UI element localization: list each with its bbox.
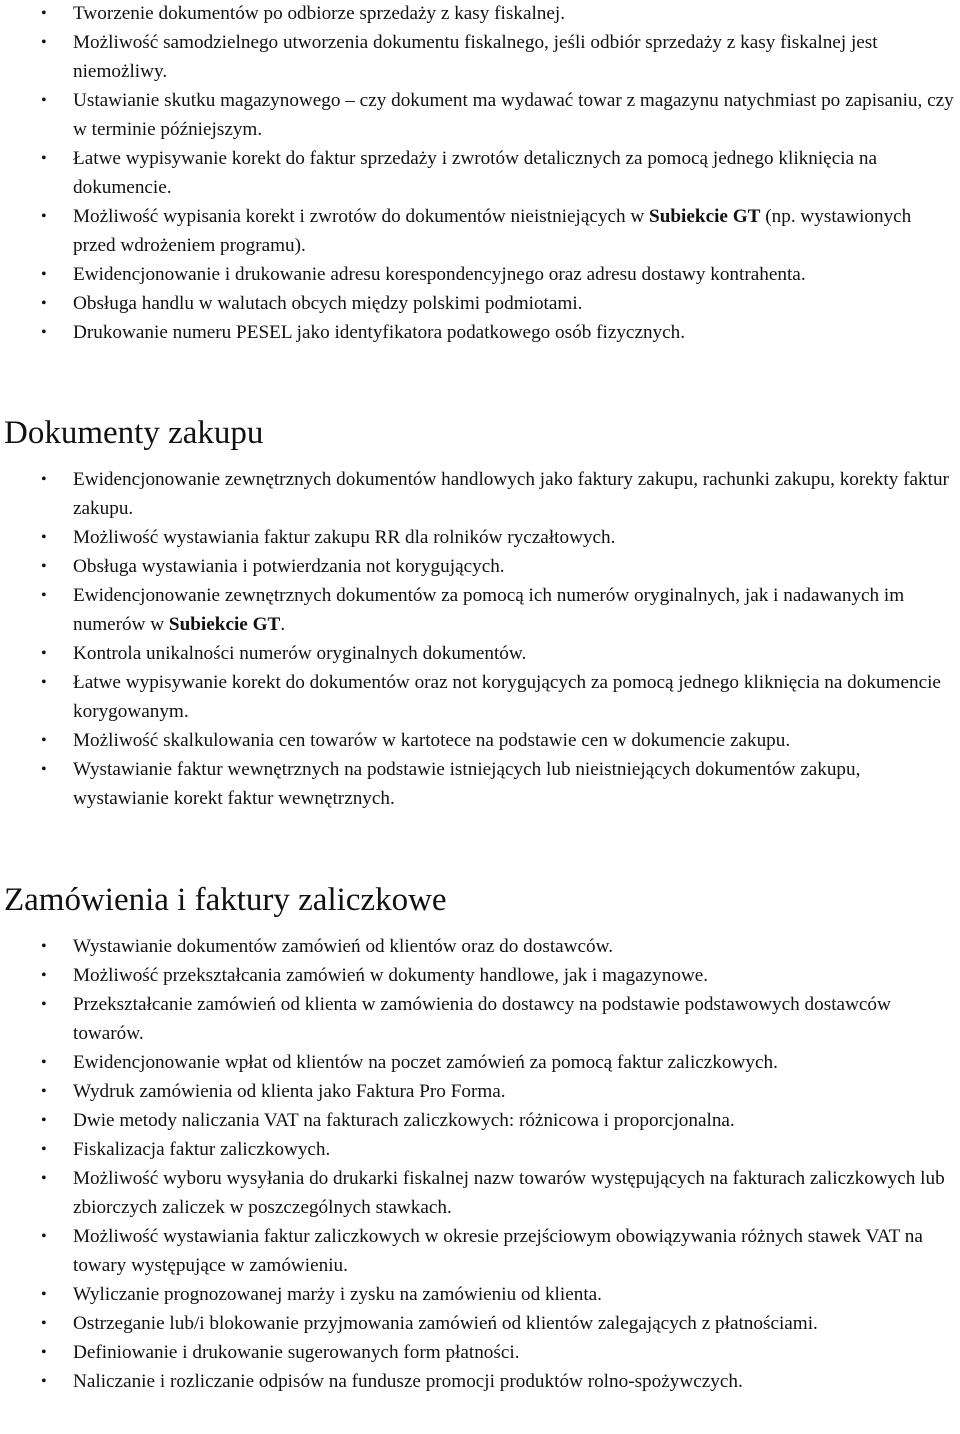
list-item-text-after: (np. wystawionych przed wdrożeniem programu). <box>73 206 912 256</box>
list-item-text: Przekształcanie zamówień od klienta w zamówienia do dostawcy na podstawie podstawowych dostawców towarów. <box>73 994 891 1044</box>
list-item-text: Obsługa handlu w walutach obcych między polskimi podmiotami. <box>73 293 583 314</box>
list-item-text: Ustawianie skutku magazynowego – czy dokument ma wydawać towar z magazynu natychmiast po zapisaniu, czy w terminie późniejszym. <box>73 90 954 140</box>
bullet: • <box>41 967 47 984</box>
bullet: • <box>41 1373 47 1390</box>
bullet: • <box>41 1141 47 1158</box>
list-item-text: Definiowanie i drukowanie sugerowanych form płatności. <box>73 1342 520 1363</box>
purchase-documents-list <box>0 465 960 813</box>
list-item <box>0 639 960 668</box>
list-item <box>0 552 960 581</box>
list-item <box>0 1048 960 1077</box>
bullet: • <box>41 1054 47 1071</box>
list-item-text: Łatwe wypisywanie korekt do dokumentów oraz not korygujących za pomocą jednego kliknięcia na dokumencie korygowanym. <box>73 672 941 722</box>
bullet: • <box>41 1083 47 1100</box>
list-item <box>0 961 960 990</box>
list-item <box>0 990 960 1048</box>
section-heading-orders-advance-invoices: Zamówienia i faktury zaliczkowe <box>4 882 447 918</box>
list-item <box>0 86 960 144</box>
list-item <box>0 1222 960 1280</box>
list-item <box>0 28 960 86</box>
list-item <box>0 1280 960 1309</box>
list-item <box>0 465 960 523</box>
bullet: • <box>41 34 47 51</box>
bullet: • <box>41 529 47 546</box>
bullet: • <box>41 1170 47 1187</box>
orders-features-list <box>0 932 960 1396</box>
bullet: • <box>41 645 47 662</box>
list-item <box>0 1077 960 1106</box>
bullet: • <box>41 266 47 283</box>
bullet: • <box>41 1228 47 1245</box>
list-item <box>0 581 960 639</box>
list-item-text: Możliwość wyboru wysyłania do drukarki fiskalnej nazw towarów występujących na fakturach zaliczkowych lub zbiorczych zaliczek w poszczególnych stawkach. <box>73 1168 945 1218</box>
list-item-text: Możliwość przekształcania zamówień w dokumenty handlowe, jak i magazynowe. <box>73 965 709 986</box>
bullet: • <box>41 587 47 604</box>
bullet: • <box>41 674 47 691</box>
list-item-text: Tworzenie dokumentów po odbiorze sprzedaży z kasy fiskalnej. <box>73 3 566 24</box>
sales-features-list <box>0 0 960 347</box>
list-item-text: Ostrzeganie lub/i blokowanie przyjmowania zamówień od klientów zalegających z płatnościami. <box>73 1313 818 1334</box>
list-item <box>0 202 960 260</box>
list-item-text: Naliczanie i rozliczanie odpisów na fundusze promocji produktów rolno-spożywczych. <box>73 1371 743 1392</box>
list-item-text-before: Ewidencjonowanie zewnętrznych dokumentów za pomocą ich numerów oryginalnych, jak i nadawanych im numerów w <box>73 585 905 635</box>
list-item-text: Ewidencjonowanie wpłat od klientów na poczet zamówień za pomocą faktur zaliczkowych. <box>73 1052 778 1073</box>
list-item <box>0 0 960 28</box>
list-item <box>0 1367 960 1396</box>
product-name: Subiekcie GT <box>649 206 761 227</box>
list-item-text: Możliwość wystawiania faktur zaliczkowych w okresie przejściowym obowiązywania różnych stawek VAT na towary występujące w zamówieniu. <box>73 1226 923 1276</box>
list-item <box>0 932 960 961</box>
list-item <box>0 1164 960 1222</box>
list-item-text: Kontrola unikalności numerów oryginalnych dokumentów. <box>73 643 527 664</box>
list-item <box>0 260 960 289</box>
bullet: • <box>41 208 47 225</box>
bullet: • <box>41 938 47 955</box>
bullet: • <box>41 92 47 109</box>
list-item <box>0 726 960 755</box>
bullet: • <box>41 150 47 167</box>
bullet: • <box>41 1286 47 1303</box>
bullet: • <box>41 1112 47 1129</box>
bullet: • <box>41 324 47 341</box>
bullet: • <box>41 558 47 575</box>
list-item-text-before: Możliwość wypisania korekt i zwrotów do dokumentów nieistniejących w <box>73 206 650 227</box>
bullet: • <box>41 5 47 22</box>
bullet: • <box>41 295 47 312</box>
bullet: • <box>41 1315 47 1332</box>
list-item-text: Łatwe wypisywanie korekt do faktur sprzedaży i zwrotów detalicznych za pomocą jednego kliknięcia na dokumencie. <box>73 148 877 198</box>
list-item-text: Wyliczanie prognozowanej marży i zysku na zamówieniu od klienta. <box>73 1284 602 1305</box>
product-name: Subiekcie GT <box>168 614 281 635</box>
list-item <box>0 289 960 318</box>
list-item <box>0 1338 960 1367</box>
bullet: • <box>41 761 47 778</box>
list-item <box>0 523 960 552</box>
list-item <box>0 1309 960 1338</box>
bullet: • <box>41 996 47 1013</box>
list-item-text: Możliwość samodzielnego utworzenia dokumentu fiskalnego, jeśli odbiór sprzedaży z kasy fiskalnej jest niemożliwy. <box>73 32 878 82</box>
bullet: • <box>41 471 47 488</box>
list-item-text: Wystawianie dokumentów zamówień od klientów oraz do dostawców. <box>73 936 614 957</box>
list-item <box>0 318 960 347</box>
bullet: • <box>41 732 47 749</box>
list-item-text: Wystawianie faktur wewnętrznych na podstawie istniejących lub nieistniejących dokumentów zakupu, wystawianie korekt faktur wewnętrznych. <box>73 759 861 809</box>
list-item-text: Fiskalizacja faktur zaliczkowych. <box>73 1139 331 1160</box>
list-item <box>0 755 960 813</box>
list-item <box>0 668 960 726</box>
list-item-text-after: . <box>280 614 286 635</box>
list-item-text: Dwie metody naliczania VAT na fakturach zaliczkowych: różnicowa i proporcjonalna. <box>73 1110 735 1131</box>
list-item-text: Możliwość wystawiania faktur zakupu RR dla rolników ryczałtowych. <box>73 527 616 548</box>
list-item-text: Obsługa wystawiania i potwierdzania not korygujących. <box>73 556 505 577</box>
list-item <box>0 1106 960 1135</box>
list-item-text: Wydruk zamówienia od klienta jako Faktura Pro Forma. <box>73 1081 506 1102</box>
list-item-text: Drukowanie numeru PESEL jako identyfikatora podatkowego osób fizycznych. <box>73 322 686 343</box>
list-item-text: Ewidencjonowanie i drukowanie adresu korespondencyjnego oraz adresu dostawy kontrahenta. <box>73 264 806 285</box>
bullet: • <box>41 1344 47 1361</box>
list-item <box>0 144 960 202</box>
section-heading-purchase-documents: Dokumenty zakupu <box>4 415 264 451</box>
list-item <box>0 1135 960 1164</box>
list-item-text: Ewidencjonowanie zewnętrznych dokumentów handlowych jako faktury zakupu, rachunki zakupu, korekty faktur zakupu. <box>73 469 949 519</box>
list-item-text: Możliwość skalkulowania cen towarów w kartotece na podstawie cen w dokumencie zakupu. <box>73 730 791 751</box>
